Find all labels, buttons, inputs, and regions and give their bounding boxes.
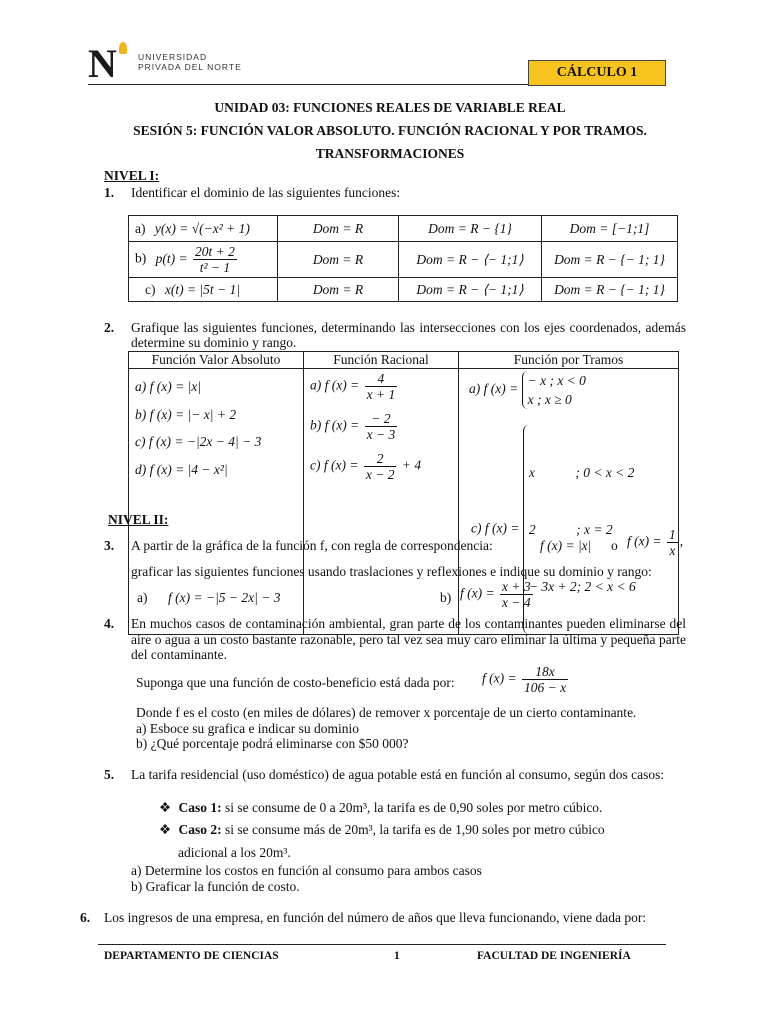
q3-text: A partir de la gráfica de la función f, con regla de correspondencia: — [131, 538, 493, 553]
unit-title: UNIDAD 03: FUNCIONES REALES DE VARIABLE REAL — [214, 100, 566, 115]
denominator: t² − 1 — [199, 260, 231, 275]
case-text: si se consume más de 20m³, la tarifa es de 1,90 soles por metro cúbico — [224, 822, 605, 837]
logo-flame-icon — [119, 42, 127, 54]
option-cell: Dom = R − {1} — [399, 216, 542, 242]
rational-function — [310, 411, 452, 451]
piece: x ; 0 < x < 2 — [528, 465, 635, 480]
q4-suppose: Suponga que una función de costo-beneficio está dada por: — [136, 675, 455, 690]
numerator: 2 — [364, 451, 397, 467]
q1-number: 1. — [104, 185, 115, 200]
numerator: 4 — [365, 371, 398, 387]
q5-number: 5. — [104, 767, 115, 782]
numerator: − 2 — [365, 411, 398, 427]
diamond-bullet-icon: ❖ — [159, 800, 172, 815]
level-2-heading: NIVEL II: — [108, 512, 169, 527]
header-cell: Función por Tramos — [459, 352, 679, 369]
fraction — [500, 579, 533, 610]
fraction — [365, 371, 398, 402]
footer-department: DEPARTAMENTO DE CIENCIAS — [104, 950, 279, 962]
option-cell: Dom = R — [278, 278, 399, 302]
q4-number: 4. — [104, 616, 115, 631]
q3-function-1: f (x) = |x| — [540, 538, 592, 553]
table-row — [129, 242, 678, 278]
option-cell: Dom = R − ⟨− 1;1⟩ — [399, 278, 542, 302]
piece: − x ; x < 0 — [527, 373, 586, 388]
q3-b-label: b) — [440, 590, 452, 605]
q4-b: b) ¿Qué porcentaje podrá eliminarse con $50 000? — [136, 736, 409, 751]
domain-table — [128, 215, 678, 302]
footer-rule — [98, 944, 666, 945]
q3-a-label: a) — [137, 590, 148, 605]
row-label: a) — [135, 220, 146, 236]
q3-or: o — [611, 538, 618, 553]
diamond-bullet-icon: ❖ — [159, 822, 172, 837]
header-cell: Función Valor Absoluto — [129, 352, 304, 369]
fraction — [193, 244, 237, 275]
page-number: 1 — [394, 950, 400, 962]
option-cell: Dom = R — [278, 242, 399, 278]
abs-function: b) f (x) = |− x| + 2 — [135, 406, 237, 422]
abs-function: a) f (x) = |x| — [135, 379, 202, 394]
footer-faculty: FACULTAD DE INGENIERÍA — [477, 950, 631, 962]
case-label: Caso 1: — [178, 800, 222, 815]
q3-b-function — [460, 579, 535, 610]
q3-function-2: f (x) = $\frac{1}{x}$ , — [627, 527, 684, 558]
option-cell: Dom = [−1;1] — [542, 216, 678, 242]
q5-b: b) Graficar la función de costo. — [131, 879, 300, 894]
numerator: 18x — [522, 664, 568, 680]
logo-line-2: PRIVADA DEL NORTE — [138, 62, 242, 72]
function-lhs: c) f (x) = — [471, 520, 520, 536]
function-lhs: f (x) = — [627, 533, 662, 549]
rational-functions-cell — [304, 369, 459, 635]
denominator: x − 2 — [365, 467, 395, 482]
numerator: x + 3 — [501, 579, 531, 594]
numerator: 1 — [668, 527, 676, 542]
session-title: SESIÓN 5: FUNCIÓN VALOR ABSOLUTO. FUNCIÓN RACIONAL Y POR TRAMOS. — [133, 123, 647, 138]
q4-text: En muchos casos de contaminación ambiental, gran parte de los contaminantes pueden eliminarse del aire o agua a un costo bastante razonable, pero tal vez sea muy caro eliminar la última y pequeña parte del contaminante. — [131, 616, 686, 662]
q2-text: Grafique las siguientes funciones, determinando las intersecciones con los ejes coordenados, además determine su dominio y rango. — [131, 320, 686, 350]
piece: x ; x ≥ 0 — [527, 392, 572, 407]
header-cell: Función Racional — [304, 352, 459, 369]
denominator: x − 4 — [501, 595, 531, 610]
function-lhs: c) f (x) = — [310, 457, 359, 473]
q5-case-1 — [159, 800, 602, 816]
abs-function: c) f (x) = −|2x − 4| − 3 — [135, 434, 262, 449]
denominator: x + 1 — [366, 387, 396, 402]
rational-function — [310, 371, 452, 411]
logo-text — [138, 52, 242, 72]
option-cell: Dom = R − ⟨− 1;1⟩ — [399, 242, 542, 278]
table-row — [129, 216, 678, 242]
q4-where: Donde f es el costo (en miles de dólares) de remover x porcentaje de un cierto contaminante. — [136, 705, 637, 720]
q4-function — [482, 664, 570, 695]
option-cell: Dom = R − {− 1; 1} — [542, 242, 678, 278]
university-logo — [88, 41, 263, 86]
q1-text: Identificar el dominio de las siguientes funciones: — [131, 185, 401, 200]
denominator: x — [669, 543, 676, 558]
function-lhs: f (x) = — [482, 670, 517, 686]
table-header-row — [129, 352, 679, 369]
q3-text-2: graficar las siguientes funciones usando traslaciones y reflexiones e indique su dominio y rango: — [131, 564, 652, 579]
q2-number: 2. — [104, 320, 115, 335]
q3-a-function: f (x) = −|5 − 2x| − 3 — [168, 590, 281, 605]
table-row — [129, 278, 678, 302]
piece: 2 ; x = 2 — [528, 522, 613, 537]
rational-function — [310, 451, 452, 491]
piecewise-function-a — [465, 371, 672, 417]
table-cell — [129, 216, 278, 242]
function-tail: + 4 — [401, 457, 422, 473]
q4-a: a) Esboce su grafica e indicar su dominio — [136, 721, 360, 736]
fraction — [364, 451, 397, 482]
piece: − 3x + 2; 2 < x < 6 — [528, 579, 636, 594]
q5-case-2-continued: adicional a los 20m³. — [178, 845, 291, 860]
case-label: Caso 2: — [178, 822, 222, 837]
denominator: x − 3 — [366, 427, 396, 442]
case-text: si se consume de 0 a 20m³, la tarifa es de 0,90 soles por metro cúbico. — [224, 800, 603, 815]
function-lhs: f (x) = — [460, 585, 495, 601]
function-lhs: b) f (x) = — [310, 417, 360, 433]
session-subtitle: TRANSFORMACIONES — [315, 146, 465, 161]
abs-function: d) f (x) = |4 − x²| — [135, 461, 228, 477]
header-rule — [88, 84, 528, 85]
level-1-heading: NIVEL I: — [104, 168, 160, 183]
row-label: c) — [145, 281, 156, 297]
option-cell: Dom = R − {− 1; 1} — [542, 278, 678, 302]
fraction — [667, 527, 678, 558]
q5-text: La tarifa residencial (uso doméstico) de agua potable está en función al consumo, según dos casos: — [131, 767, 665, 782]
fraction — [522, 664, 568, 695]
denominator: 106 − x — [523, 680, 567, 695]
function-lhs: p(t) = — [155, 250, 188, 266]
logo-line-1: UNIVERSIDAD — [138, 52, 208, 62]
function-lhs: a) f (x) = — [469, 381, 519, 397]
course-badge: CÁLCULO 1 — [528, 60, 666, 86]
table-cell — [129, 242, 278, 278]
q5-case-2 — [159, 822, 605, 838]
option-cell: Dom = R — [278, 216, 399, 242]
function-expression: y(x) = √(−x² + 1) — [154, 220, 250, 236]
q6-number: 6. — [80, 910, 91, 925]
row-label: b) — [135, 250, 147, 266]
fraction — [365, 411, 398, 442]
brace — [523, 425, 636, 634]
function-lhs: a) f (x) = — [310, 377, 360, 393]
table-cell — [129, 278, 278, 302]
function-expression: x(t) = |5t − 1| — [164, 281, 241, 297]
q6-text: Los ingresos de una empresa, en función del número de años que lleva funcionando, viene dada por: — [104, 910, 647, 925]
q5-a: a) Determine los costos en función al consumo para ambos casos — [131, 863, 482, 878]
logo-mark: N — [88, 41, 115, 86]
q3-number: 3. — [104, 538, 115, 553]
brace — [522, 371, 586, 409]
numerator: 20t + 2 — [194, 244, 235, 259]
